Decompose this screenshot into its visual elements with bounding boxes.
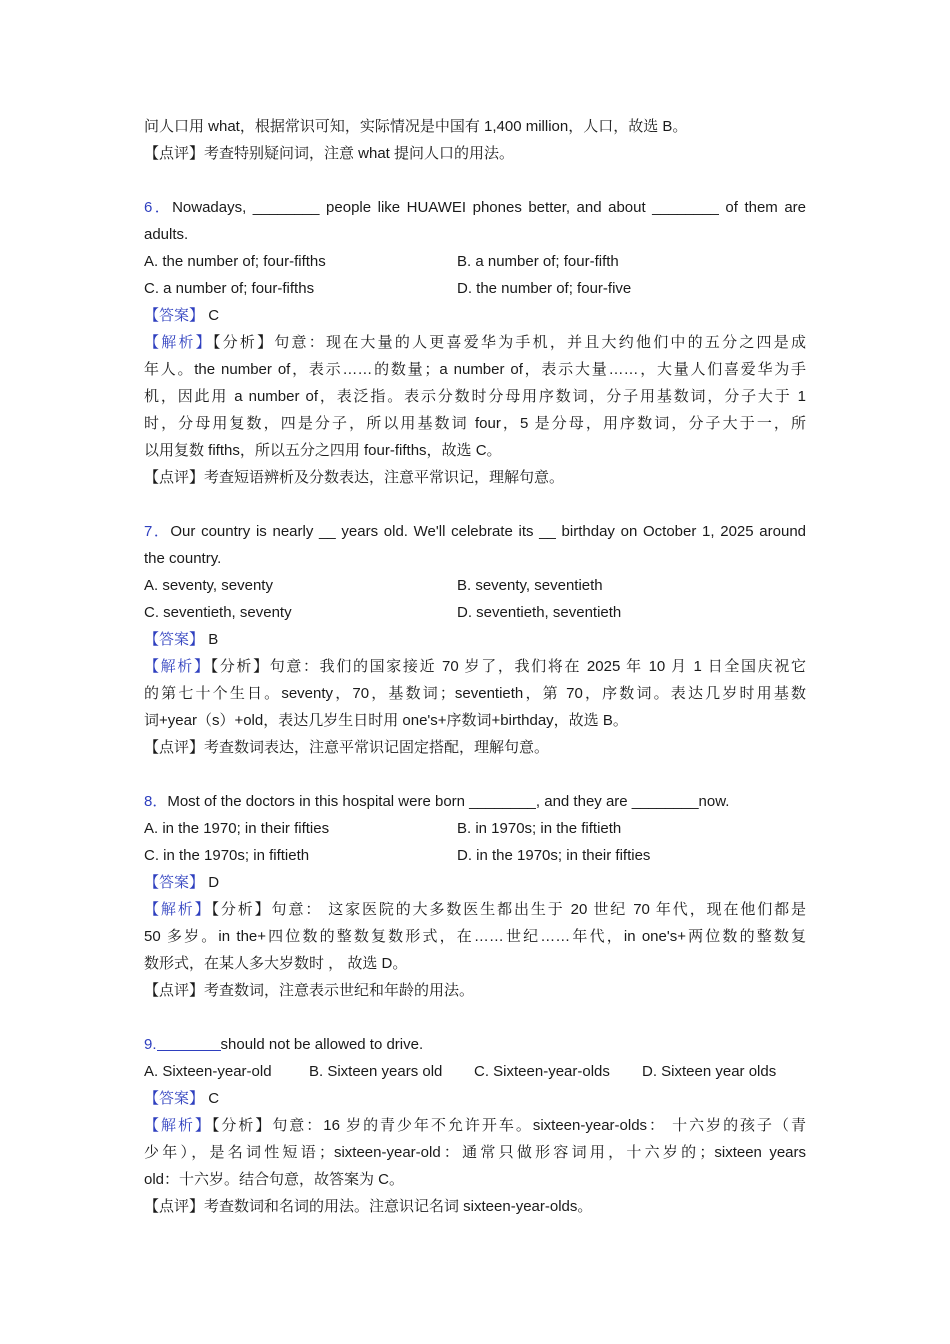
q7-option-b: B. seventy, seventieth xyxy=(457,577,603,594)
q9-comment: 【点评】考查数词和名词的用法。注意识记名词 sixteen-year-olds。 xyxy=(144,1198,593,1215)
q8-analysis-line2: 50 多岁。in the+四位数的整数复数形式，在……世纪……年代，in one's+两位数的整数复 xyxy=(144,928,806,945)
q7-analysis-line1: 【解析】【分析】句意：我们的国家接近 70 岁了，我们将在 2025 年 10 月 1 日全国庆祝它 xyxy=(144,658,806,675)
q8-stem-line1: 8．Most of the doctors in this hospital were born ________, and they are ________now. xyxy=(144,793,730,810)
q8-analysis-line1: 【解析】【分析】句意： 这家医院的大多数医生都出生于 20 世纪 70 年代，现在他们都是 xyxy=(144,901,806,918)
q7-comment: 【点评】考查数词表达，注意平常识记固定搭配，理解句意。 xyxy=(144,739,550,756)
q9-option-c: C. Sixteen-year-olds xyxy=(474,1063,610,1080)
q6-analysis-line1: 【解析】【分析】句意：现在大量的人更喜爱华为手机，并且大约他们中的五分之四是成 xyxy=(144,334,806,351)
q8-number: 8． xyxy=(144,793,168,810)
q8-option-c: C. in the 1970s; in fiftieth xyxy=(144,847,310,864)
q6-stem-line2: adults. xyxy=(144,226,189,243)
q6-option-c: C. a number of; four-fifths xyxy=(144,280,315,297)
q6-number: 6． xyxy=(144,199,173,216)
q9-stem-line1: 9. should not be allowed to drive. xyxy=(144,1036,424,1053)
q9-number: 9. xyxy=(144,1036,157,1053)
q7-option-c: C. seventieth, seventy xyxy=(144,604,292,621)
q8-options-row1 xyxy=(144,815,806,842)
q6-analysis-line5: 以用复数 fifths，所以五分之四用 four-fifths，故选 C。 xyxy=(144,442,502,459)
q6-options-row2 xyxy=(144,275,806,302)
q9-option-a: A. Sixteen-year-old xyxy=(144,1063,272,1080)
q5-analysis-tail: 问人口用 what，根据常识可知，实际情况是中国有 1,400 million，人口，故选 B。 xyxy=(144,118,688,135)
q6-option-a: A. the number of; four-fifths xyxy=(144,253,326,270)
q7-option-a: A. seventy, seventy xyxy=(144,577,273,594)
document-content xyxy=(144,113,806,1220)
q8-comment: 【点评】考查数词，注意表示世纪和年龄的用法。 xyxy=(144,982,475,999)
q6-answer: 【答案】 C xyxy=(144,307,220,324)
q6-comment: 【点评】考查短语辨析及分数表达，注意平常识记，理解句意。 xyxy=(144,469,565,486)
q7-answer: 【答案】 B xyxy=(144,631,219,648)
q7-number: 7． xyxy=(144,523,171,540)
q9-option-d: D. Sixteen year olds xyxy=(642,1063,777,1080)
q8-option-a: A. in the 1970; in their fifties xyxy=(144,820,330,837)
q7-options-row2 xyxy=(144,599,806,626)
q8-analysis-line3: 数形式，在某人多大岁数时 ， 故选 D。 xyxy=(144,955,408,972)
q7-stem-line2: the country. xyxy=(144,550,222,567)
q6-option-b: B. a number of; four-fifth xyxy=(457,253,619,270)
q7-analysis-line3: 词+year（s）+old，表达几岁生日时用 one's+序数词+birthday，故选 B。 xyxy=(144,712,628,729)
q7-options-row1 xyxy=(144,572,806,599)
q6-analysis-line2: 年人。the number of，表示……的数量；a number of，表示大量……，大量人们喜爱华为手 xyxy=(144,361,806,378)
q8-option-b: B. in 1970s; in the fiftieth xyxy=(457,820,622,837)
q9-option-b: B. Sixteen years old xyxy=(309,1063,443,1080)
q6-analysis-line4: 时，分母用复数，四是分子，所以用基数词 four，5 是分母，用序数词，分子大于一，所 xyxy=(144,415,806,432)
q7-stem-line1: 7．Our country is nearly __ years old. We'll celebrate its __ birthday on October 1, 2025 around xyxy=(144,523,806,540)
q9-blank xyxy=(157,1034,221,1051)
q6-stem-line1: 6．Nowadays, ________ people like HUAWEI phones better, and about ________ of them are xyxy=(144,199,806,216)
q9-analysis-line2: 少年），是名词性短语；sixteen-year-old：通常只做形容词用，十六岁的；sixteen years xyxy=(144,1144,806,1161)
q9-analysis-line1: 【解析】【分析】句意：16 岁的青少年不允许开车。sixteen-year-olds： 十六岁的孩子（青 xyxy=(144,1117,806,1134)
q9-analysis-line3: old：十六岁。结合句意，故答案为 C。 xyxy=(144,1171,405,1188)
q9-answer: 【答案】 C xyxy=(144,1090,220,1107)
q6-options-row1 xyxy=(144,248,806,275)
q7-option-d: D. seventieth, seventieth xyxy=(457,604,622,621)
q8-options-row2 xyxy=(144,842,806,869)
q8-answer: 【答案】 D xyxy=(144,874,220,891)
q5-comment: 【点评】考查特别疑问词，注意 what 提问人口的用法。 xyxy=(144,145,515,162)
q8-option-d: D. in the 1970s; in their fifties xyxy=(457,847,651,864)
q9-options-row xyxy=(144,1058,806,1085)
q6-analysis-line3: 机，因此用 a number of，表泛指。表示分数时分母用序数词，分子用基数词，分子大于 1 xyxy=(144,388,806,405)
q7-analysis-line2: 的第七十个生日。seventy，70，基数词；seventieth，第 70，序数词。表达几岁时用基数 xyxy=(144,685,806,702)
q6-option-d: D. the number of; four-five xyxy=(457,280,632,297)
